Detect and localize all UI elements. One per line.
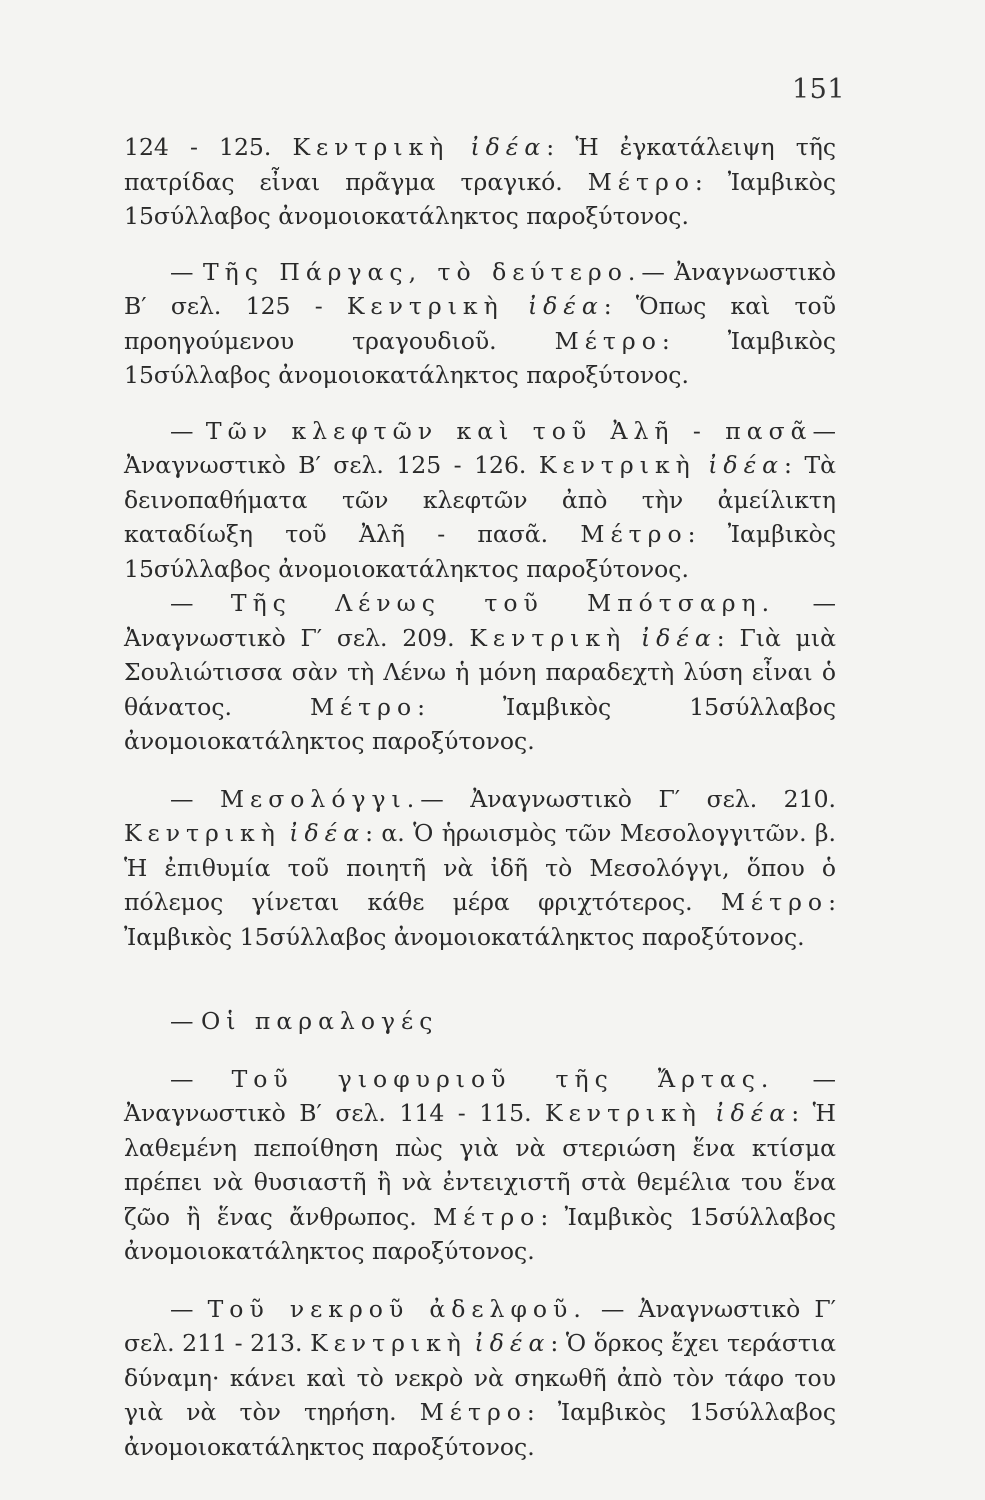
text-run: —: [170, 1064, 232, 1093]
spaced-text: ἰδέα: [715, 1099, 792, 1127]
text-run: — Ἀναγνωστικὸ Γ′ σελ. 211 - 213.: [124, 1294, 837, 1357]
spaced-text: Κεντρικὴ: [469, 623, 627, 652]
text-run: : Ἰαμβικὸς 15σύλλαβος ἀνομοιοκατάληκτος παροξύτονος.: [124, 1202, 836, 1265]
entry-paragraph: [124, 586, 836, 759]
spaced-text: Τοῦ γιοφυριοῦ τῆς Ἄρτας.: [231, 1064, 775, 1093]
text-run: : Ἡ λαθεμένη πεποίθηση πὼς γιὰ νὰ στεριώση ἕνα κτίσμα πρέπει νὰ θυσιαστῆ ἢ νὰ ἐντειχιστῆ στὰ θεμέλια του ἕνα ζῶο ἢ ἕνας ἄνθρωπος.: [124, 1099, 836, 1231]
spaced-text: Μέτρο: [309, 692, 418, 721]
text-run: : Ἰαμβικὸς 15σύλλαβος ἀνομοιοκατάληκτος παροξύτονος.: [124, 888, 836, 951]
entry-paragraph: [124, 255, 836, 393]
spaced-text: ἰδέα: [640, 623, 717, 652]
spaced-text: ἰδέα: [527, 292, 604, 320]
spaced-text: Μέτρο: [433, 1202, 541, 1231]
entry-paragraph: [124, 1062, 836, 1269]
spaced-text: Μέτρο: [587, 167, 695, 196]
text-run: : Γιὰ μιὰ Σουλιώτισσα σὰν τὴ Λένω ἡ μόνη παραδεχτὴ λύση εἶναι ὁ θάνατος.: [124, 623, 836, 721]
text-run: : Ὅπως καὶ τοῦ προηγούμενου τραγουδιοῦ.: [124, 292, 836, 355]
text-run: — Ἀναγνωστικὸ Β′ σελ. 114 - 115.: [124, 1064, 836, 1127]
spaced-text: Κεντρικὴ: [124, 819, 281, 847]
spaced-text: Μέτρο: [554, 326, 662, 355]
spaced-text: Τῶν κλεφτῶν καὶ τοῦ Ἀλῆ - πασᾶ: [205, 416, 813, 445]
text-run: — Ἀναγνωστικὸ Β′ σελ. 125 -: [124, 257, 836, 320]
spaced-text: Μέτρο: [419, 1398, 527, 1426]
text-column: [124, 130, 836, 1464]
spaced-text: Μεσολόγγι.: [220, 784, 421, 813]
spaced-text: Οἱ παραλογές: [200, 1007, 439, 1035]
page-number: 151: [792, 74, 846, 105]
text-run: [281, 819, 289, 847]
text-run: — Ἀναγνωστικὸ Β′ σελ. 125 - 126.: [124, 416, 836, 479]
text-run: : Ἰαμβικὸς 15σύλλαβος ἀνομοιοκατάληκτος παροξύτονος.: [124, 1398, 836, 1461]
spaced-text: ἰδέα: [289, 819, 366, 847]
text-run: — Ἀναγνωστικὸ Γ′ σελ. 209.: [124, 589, 836, 652]
entry-paragraph: [124, 782, 836, 955]
spaced-text: Κεντρικὴ: [538, 451, 696, 479]
text-run: —: [170, 416, 206, 445]
section-heading: [124, 1004, 836, 1039]
text-run: : Ἰαμβικὸς 15σύλλαβος ἀνομοιοκατάληκτος παροξύτονος.: [124, 520, 836, 583]
text-run: : Ὁ ὅρκος ἔχει τεράστια δύναμη· κάνει καὶ τὸ νεκρὸ νὰ σηκωθῆ ἀπὸ τὸν τάφο του γιὰ νὰ τὸν τηρήση.: [124, 1329, 836, 1426]
entry-paragraph: [124, 414, 836, 587]
text-run: [702, 1099, 716, 1127]
text-run: : Τὰ δεινοπαθήματα τῶν κλεφτῶν ἀπὸ τὴν ἀμείλικτη καταδίωξη τοῦ Ἀλῆ - πασᾶ.: [124, 451, 836, 548]
text-run: — Ἀναγνωστικὸ Γ′ σελ. 210.: [420, 784, 836, 813]
text-run: : α. Ὁ ἡρωισμὸς τῶν Μεσολογγιτῶν. β. Ἡ ἐπιθυμία τοῦ ποιητῆ νὰ ἰδῆ τὸ Μεσολόγγι, ὅπου ὁ πόλεμος γίνεται κάθε μέρα φριχτότερος.: [124, 819, 836, 916]
spaced-text: Τῆς Πάργας, τὸ δεύτερο.: [202, 257, 642, 286]
text-run: —: [170, 1294, 208, 1323]
entry-paragraph: [124, 130, 836, 234]
text-run: : Ἰαμβικὸς 15σύλλαβος ἀνομοιοκατάληκτος παροξύτονος.: [124, 167, 836, 230]
text-run: —: [170, 257, 203, 286]
text-run: [504, 292, 528, 320]
text-run: [696, 451, 708, 479]
spaced-text: ἰδέα: [470, 133, 547, 161]
spaced-text: Τοῦ νεκροῦ ἀδελφοῦ.: [207, 1294, 587, 1323]
spaced-text: Μέτρο: [580, 520, 688, 548]
spaced-text: ἰδέα: [474, 1329, 551, 1357]
spaced-text: Μέτρο: [720, 888, 829, 916]
text-run: [626, 624, 641, 652]
text-run: —: [170, 1007, 201, 1035]
entry-paragraph: [124, 1292, 836, 1465]
text-run: : Ἡ ἐγκατάλειψη τῆς πατρίδας εἶναι πρᾶγμα τραγικό.: [124, 133, 836, 196]
spaced-text: Κεντρικὴ: [292, 133, 450, 161]
spaced-text: Κεντρικὴ: [346, 292, 504, 320]
spaced-text: Κεντρικὴ: [310, 1329, 467, 1357]
spaced-text: Τῆς Λένως τοῦ Μπότσαρη.: [230, 589, 776, 617]
text-run: —: [170, 784, 220, 813]
text-run: 124 - 125.: [124, 133, 293, 161]
spaced-text: Κεντρικὴ: [545, 1099, 702, 1127]
text-run: —: [170, 589, 231, 617]
text-run: : Ἰαμβικὸς 15σύλλαβος ἀνομοιοκατάληκτος παροξύτονος.: [124, 326, 836, 389]
text-run: : Ἰαμβικὸς 15σύλλαβος ἀνομοιοκατάληκτος παροξύτονος.: [124, 692, 836, 755]
spaced-text: ἰδέα: [708, 451, 785, 479]
text-run: [449, 133, 470, 161]
